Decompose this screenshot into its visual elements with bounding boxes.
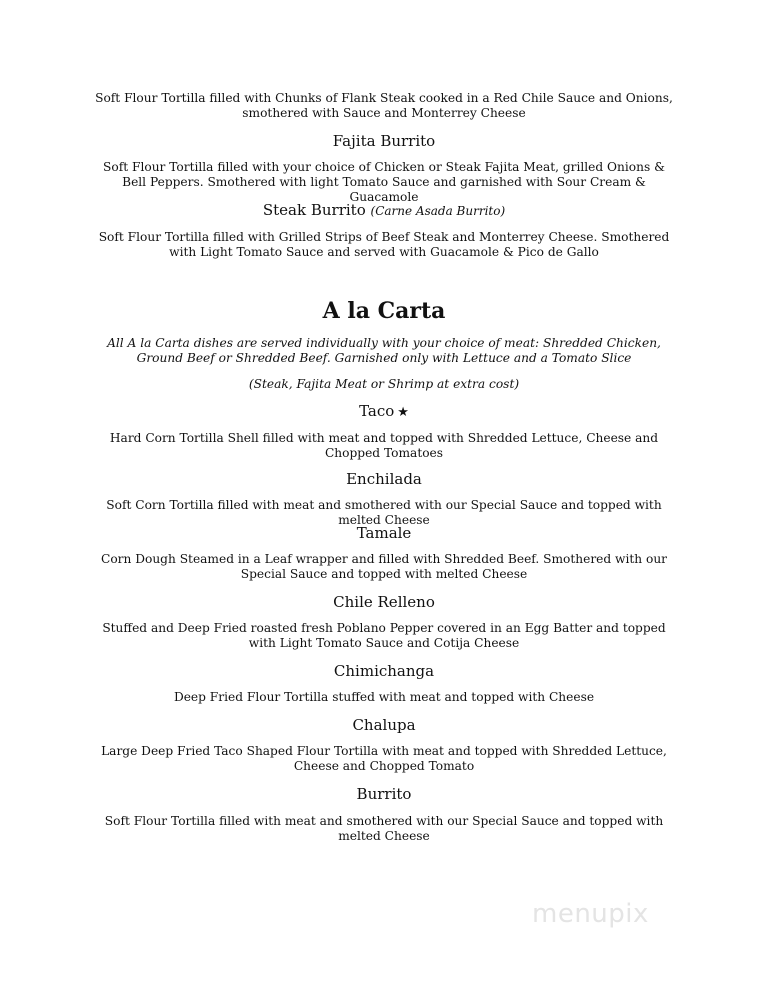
section-note: (Steak, Fajita Meat or Shrimp at extra cost) <box>248 377 520 391</box>
item-name: Enchilada <box>346 470 422 488</box>
item-title-burrito <box>0 785 768 803</box>
section-intro: All A la Carta dishes are served individually with your choice of meat: Shredded Chicken, Ground Beef or Shredded Beef. Garnished only with Lettuce and a Tomato Slice <box>107 336 661 365</box>
item-title-fajita-burrito <box>0 132 768 150</box>
item-description: Soft Flour Tortilla filled with Chunks of Flank Steak cooked in a Red Chile Sauce and Onions, smothered with Sauce and Monterrey Cheese <box>95 91 673 120</box>
item-name: Burrito <box>356 785 412 803</box>
item-description: Large Deep Fried Taco Shaped Flour Tortilla with meat and topped with Shredded Lettuce, Cheese and Chopped Tomato <box>101 744 667 773</box>
item-name: Chimichanga <box>333 662 435 680</box>
item-title-enchilada <box>0 470 768 488</box>
item-name: Tamale <box>356 524 412 542</box>
item-title-taco <box>0 402 768 422</box>
item-title-chimichanga <box>0 662 768 680</box>
item-description: Soft Corn Tortilla filled with meat and smothered with our Special Sauce and topped with melted Cheese <box>106 498 662 527</box>
item-subname: (Carne Asada Burrito) <box>370 204 506 218</box>
item-description: Stuffed and Deep Fried roasted fresh Poblano Pepper covered in an Egg Batter and topped with Light Tomato Sauce and Cotija Cheese <box>102 621 666 650</box>
item-title-chalupa <box>0 716 768 734</box>
item-name: Taco <box>359 402 395 420</box>
star-icon: ★ <box>397 405 409 420</box>
item-description: Soft Flour Tortilla filled with Grilled Strips of Beef Steak and Monterrey Cheese. Smothered with Light Tomato Sauce and served with Guacamole & Pico de Gallo <box>98 230 670 259</box>
item-name: Chalupa <box>352 716 416 734</box>
item-title-chile-relleno <box>0 593 768 611</box>
item-name: Chile Relleno <box>333 593 435 611</box>
item-description: Corn Dough Steamed in a Leaf wrapper and filled with Shredded Beef. Smothered with our Special Sauce and topped with melted Cheese <box>101 552 667 581</box>
item-title-tamale <box>0 524 768 542</box>
section-heading: A la Carta <box>322 298 446 324</box>
item-name: Fajita Burrito <box>332 132 436 150</box>
item-name: Steak Burrito <box>262 201 366 219</box>
menupix-watermark: menupix <box>532 899 649 929</box>
item-description: Soft Flour Tortilla filled with your choice of Chicken or Steak Fajita Meat, grilled Onions & Bell Peppers. Smothered with light Tomato Sauce and garnished with Sour Cream & Guacamole <box>103 160 665 204</box>
item-description: Soft Flour Tortilla filled with meat and smothered with our Special Sauce and topped with melted Cheese <box>104 814 664 843</box>
item-description: Deep Fried Flour Tortilla stuffed with meat and topped with Cheese <box>173 690 595 704</box>
item-description: Hard Corn Tortilla Shell filled with meat and topped with Shredded Lettuce, Cheese and Chopped Tomatoes <box>109 431 659 460</box>
item-title-steak-burrito <box>0 201 768 220</box>
